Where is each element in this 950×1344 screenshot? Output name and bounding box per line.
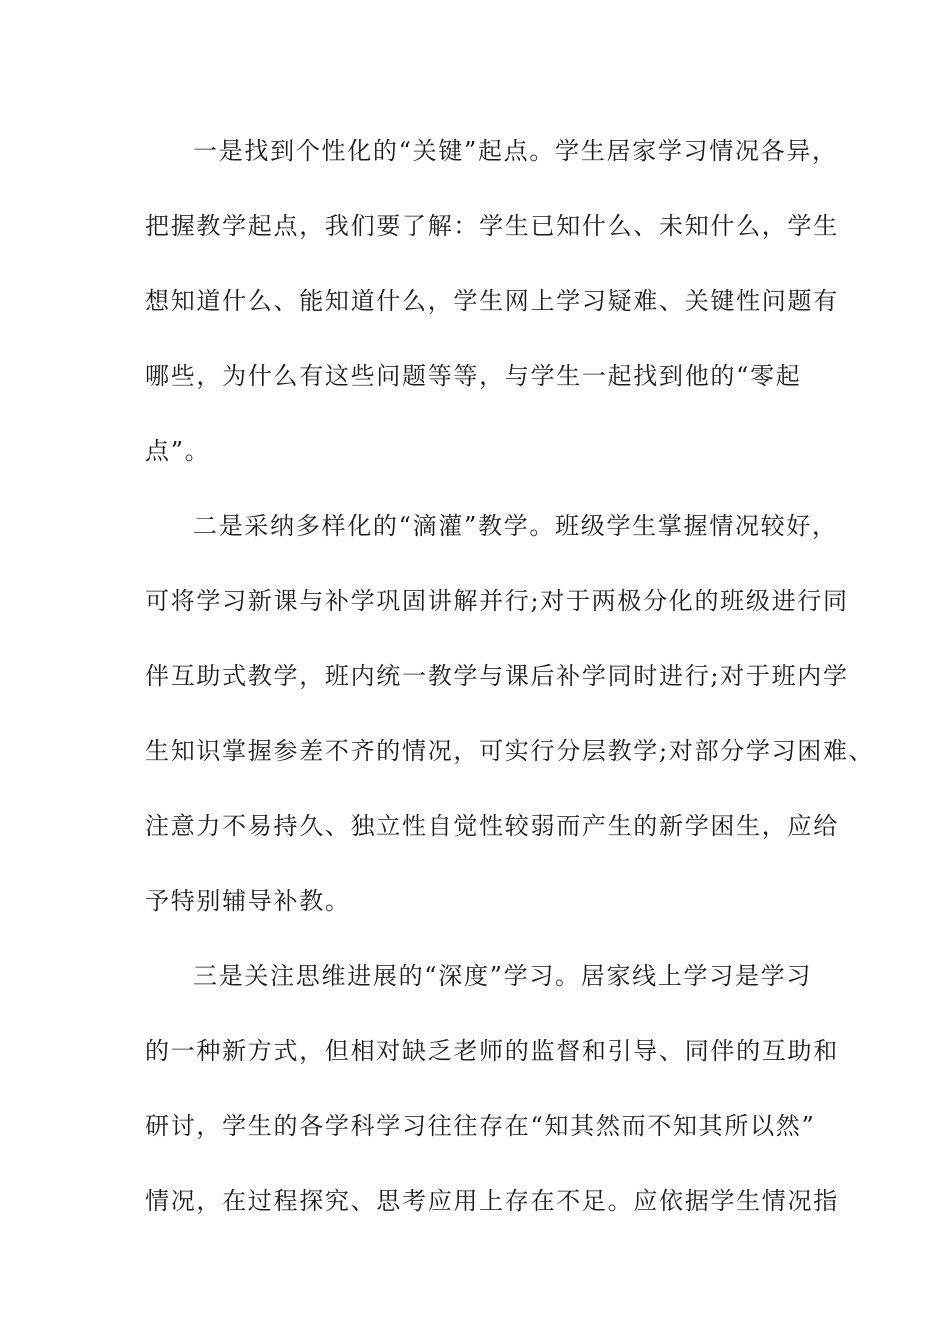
paragraph-2-line-4: 生知识掌握参差不齐的情况，可实行分层教学;对部分学习困难、 [145, 737, 875, 765]
paragraph-1-line-3: 想知道什么、能知道什么，学生网上学习疑难、关键性问题有 [145, 287, 839, 315]
paragraph-2-line-2: 可将学习新课与补学巩固讲解并行;对于两极分化的班级进行同 [145, 587, 849, 615]
paragraph-1-line-2: 把握教学起点，我们要了解：学生已知什么、未知什么，学生 [145, 212, 839, 240]
paragraph-3-line-4: 情况，在过程探究、思考应用上存在不足。应依据学生情况指 [145, 1187, 839, 1215]
paragraph-1-line-1: 一是找到个性化的“关键”起点。学生居家学习情况各异， [193, 137, 838, 165]
paragraph-2-line-6: 予特别辅导补教。 [145, 887, 351, 915]
paragraph-3-line-3: 研讨，学生的各学科学习往往存在“知其然而不知其所以然” [145, 1112, 816, 1140]
paragraph-1-line-4: 哪些，为什么有这些问题等等，与学生一起找到他的“零起 [145, 362, 802, 390]
paragraph-3-line-1: 三是关注思维进展的“深度”学习。居家线上学习是学习 [193, 962, 813, 990]
paragraph-3-line-2: 的一种新方式，但相对缺乏老师的监督和引导、同伴的互助和 [145, 1037, 839, 1065]
paragraph-2-line-3: 伴互助式教学，班内统一教学与课后补学同时进行;对于班内学 [145, 662, 849, 690]
paragraph-2-line-5: 注意力不易持久、独立性自觉性较弱而产生的新学困生，应给 [145, 812, 839, 840]
paragraph-2-line-1: 二是采纳多样化的“滴灌”教学。班级学生掌握情况较好， [193, 512, 838, 540]
paragraph-1-line-5: 点”。 [145, 437, 211, 465]
